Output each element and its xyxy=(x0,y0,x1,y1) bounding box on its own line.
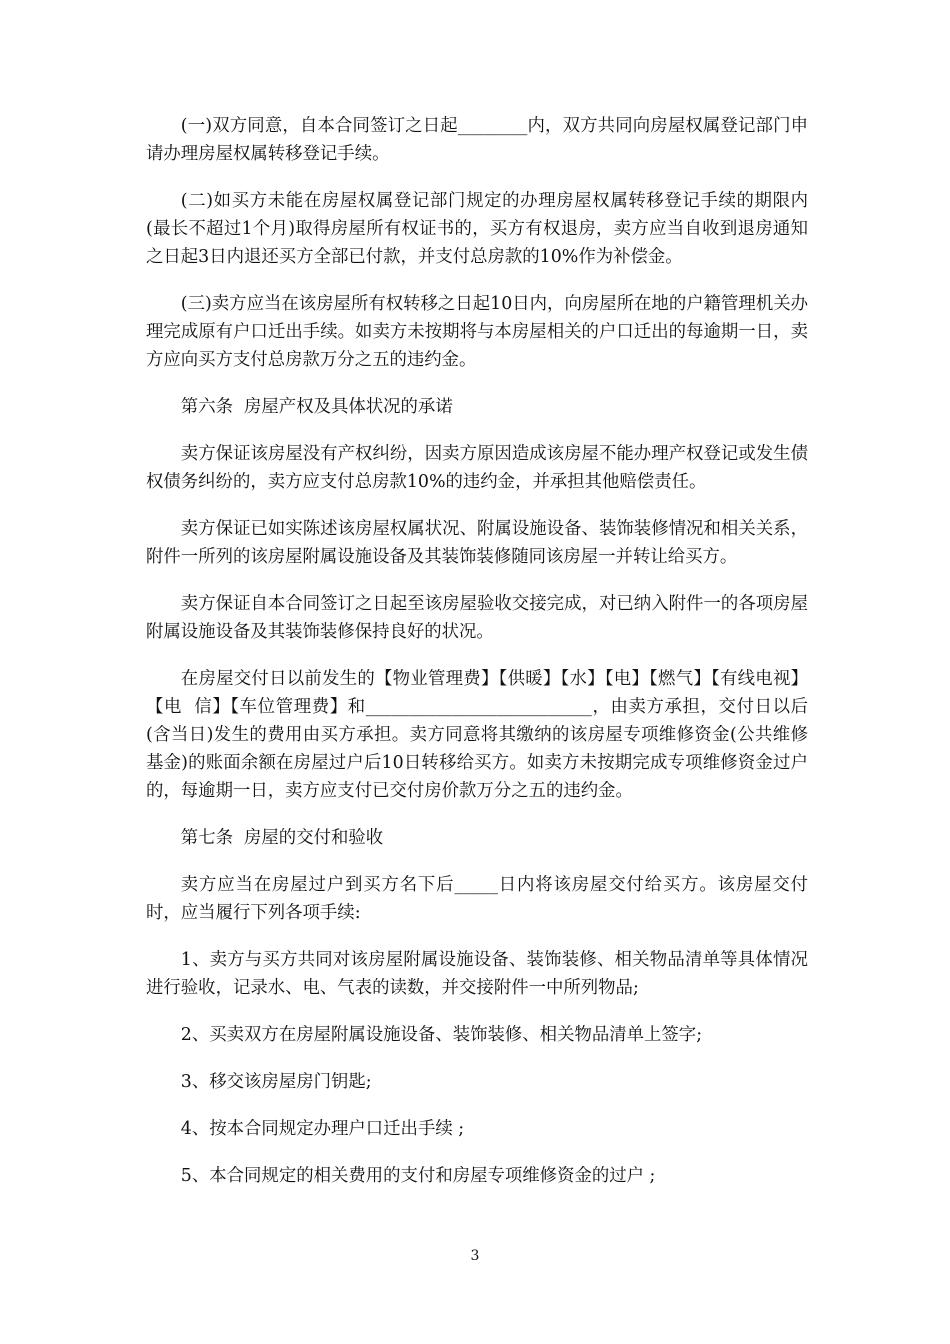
paragraph-clause-5-2: (二)如买方未能在房屋权属登记部门规定的办理房屋权属转移登记手续的期限内(最长不超过1个月)取得房屋所有权证书的，买方有权退房，卖方应当自收到退房通知之日起3日内退还买方全部已付款，并支付总房款的10%作为补偿金。 xyxy=(146,191,808,267)
list-item-5: 5、本合同规定的相关费用的支付和房屋专项维修资金的过户 ; xyxy=(180,1166,656,1186)
paragraph-clause-5-1: (一)双方同意，自本合同签订之日起________内，双方共同向房屋权属登记部门申请办理房屋权属转移登记手续。 xyxy=(146,116,808,164)
heading-article-6: 第六条 房屋产权及具体状况的承诺 xyxy=(180,397,453,417)
paragraph-article-6-2: 卖方保证已如实陈述该房屋权属状况、附属设施设备、装饰装修情况和相关关系，附件一所列的该房屋附属设施设备及其装饰装修随同该房屋一并转让给买方。 xyxy=(146,519,808,567)
paragraph-article-6-3: 卖方保证自本合同签订之日起至该房屋验收交接完成，对已纳入附件一的各项房屋附属设施设备及其装饰装修保持良好的状况。 xyxy=(146,594,808,642)
paragraph-article-7-1: 卖方应当在房屋过户到买方名下后_____日内将该房屋交付给买方。该房屋交付时，应当履行下列各项手续: xyxy=(146,875,808,923)
list-item-1: 1、卖方与买方共同对该房屋附属设施设备、装饰装修、相关物品清单等具体情况进行验收，记录水、电、气表的读数，并交接附件一中所列物品; xyxy=(146,950,808,998)
list-item-4: 4、按本合同规定办理户口迁出手续 ; xyxy=(180,1119,465,1139)
document-body xyxy=(146,112,808,1209)
paragraph-article-6-4: 在房屋交付日以前发生的【物业管理费】【供暖】【水】【电】【燃气】【有线电视】【电 信】【车位管理费】和__________________________，由卖方承担，交付日以后(含当日)发生的费用由买方承担。卖方同意将其缴纳的该房屋专项维修资金(公共维修基金)的账面余额在房屋过户后10日转移给买方。如卖方未按期完成专项维修资金过户的，每逾期一日，卖方应支付已交付房价款万分之五的违约金。 xyxy=(146,669,808,801)
page-number: 3 xyxy=(470,1248,480,1264)
paragraph-article-6-1: 卖方保证该房屋没有产权纠纷，因卖方原因造成该房屋不能办理产权登记或发生债权债务纠纷的，卖方应支付总房款10%的违约金，并承担其他赔偿责任。 xyxy=(146,444,808,492)
heading-article-7: 第七条 房屋的交付和验收 xyxy=(180,828,384,848)
paragraph-clause-5-3: (三)卖方应当在该房屋所有权转移之日起10日内，向房屋所在地的户籍管理机关办理完成原有户口迁出手续。如卖方未按期将与本房屋相关的户口迁出的每逾期一日，卖方应向买方支付总房款万分之五的违约金。 xyxy=(146,294,808,370)
list-item-3: 3、移交该房屋房门钥匙; xyxy=(180,1072,372,1092)
list-item-2: 2、买卖双方在房屋附属设施设备、装饰装修、相关物品清单上签字; xyxy=(180,1025,703,1045)
